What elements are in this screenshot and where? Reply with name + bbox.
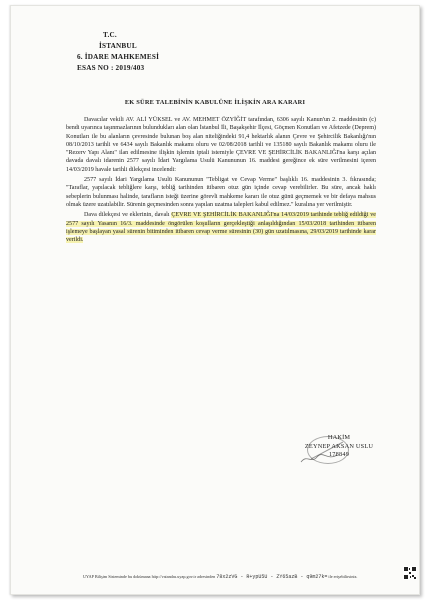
header-case-number: ESAS NO : 2019/403 bbox=[77, 64, 145, 72]
court-header bbox=[77, 30, 159, 74]
document-page bbox=[10, 5, 420, 595]
document-body bbox=[66, 116, 376, 246]
footer-verification-code: 78x2zVG - R+ypU5U - ZY65azB - q9m27k= bbox=[216, 574, 328, 580]
paragraph-decision bbox=[66, 211, 376, 244]
paragraph-petition: Davacılar vekili AV. ALİ YÜKSEL ve AV. MEHMET ÖZYİĞİT tarafından, 6306 sayılı Kanun'un 2. maddesinin (c) bendi uyarınca taşınmazlarının bulundukları alan olan İstanbul İli, Başakşehir İlçesi, Göçmen Konutları ve Afetzede (Deprem) Konutları ile bu alanların çevresinde bulunan boş alan niteliğindeki 91,4 hektarlık alanın Çevre ve Şehircilik Bakanlığı'nın 08/10/2013 tarihli ve 6434 sayılı Bakanlık makamı oluru ve 02/08/2018 tarihli ve 135180 sayılı Bakanlık makamı oluru ile "Rezerv Yapı Alanı" ilan edilmesine ilişkin işlemin iptali istemiyle ÇEVRE VE ŞEHİRCİLİK BAKANLIĞI'na karşı açılan davada davalı idarenin 2577 sayılı İdari Yargılama Usulü Kanununun 16. maddesi gereğince ek süre verilmesini içeren 14/03/2019 havale tarihli dilekçesi incelendi: bbox=[66, 117, 376, 173]
decision-highlighted-text: ÇEVRE VE ŞEHİRCİLİK BAKANLIĞI'na 14/03/2019 tarihinde tebliğ edildiği ve 2577 sayılı Yasanın 16/3. maddesinde öngörülen koşulların gerçekleştiği anlaşıldığından 15/03/2018 tarihinden itibaren işlemeye başlayan yasal sürenin bitiminden itibaren cevap verme süresinin (30) gün uzatılmasına, 29/03/2019 tarihinde karar verildi. bbox=[66, 212, 376, 244]
document-title: EK SÜRE TALEBİNİN KABULÜNE İLİŞKİN ARA KARARI bbox=[124, 99, 306, 106]
header-court: 6. İDARE MAHKEMESİ bbox=[77, 53, 160, 61]
judge-name: ZEYNEP AKSAN USLU bbox=[304, 442, 374, 450]
signature-block bbox=[279, 434, 399, 460]
uyap-footer bbox=[83, 574, 357, 580]
judge-role: HAKİM bbox=[327, 434, 351, 441]
decision-text: Dava dilekçesi ve eklerinin, davalı bbox=[84, 212, 172, 219]
judge-number: 178849 bbox=[328, 451, 350, 459]
qr-code-icon bbox=[403, 566, 417, 580]
footer-text: UYAP Bilişim Sisteminde bu dokümana http://vatandas.uyap.gov.tr adresinden bbox=[83, 574, 216, 579]
footer-suffix: ile erişebilirsiniz. bbox=[328, 574, 358, 579]
header-republic: T.C. bbox=[103, 31, 117, 39]
header-city: İSTANBUL bbox=[99, 42, 137, 50]
paragraph-law: 2577 sayılı İdari Yargılama Usulü Kanununun "Tebligat ve Cevap Verme" başlıklı 16. maddesinin 3. fıkrasında; "Taraflar, yapılacak tebliğlere karşı, tebliğ tarihinden itibaren otuz gün içinde cevap verebilirler. Bu süre, ancak haklı sebeplerin bulunması halinde, tarafların isteği üzerine görevli mahkeme kararı ile otuz günü geçmemek ve bir defaya mahsus olmak üzere uzatılabilir. Sürenin geçmesinden sonra yapılan uzatma talepleri kabul edilmez." kuralına yer verilmiştir. bbox=[66, 177, 376, 208]
